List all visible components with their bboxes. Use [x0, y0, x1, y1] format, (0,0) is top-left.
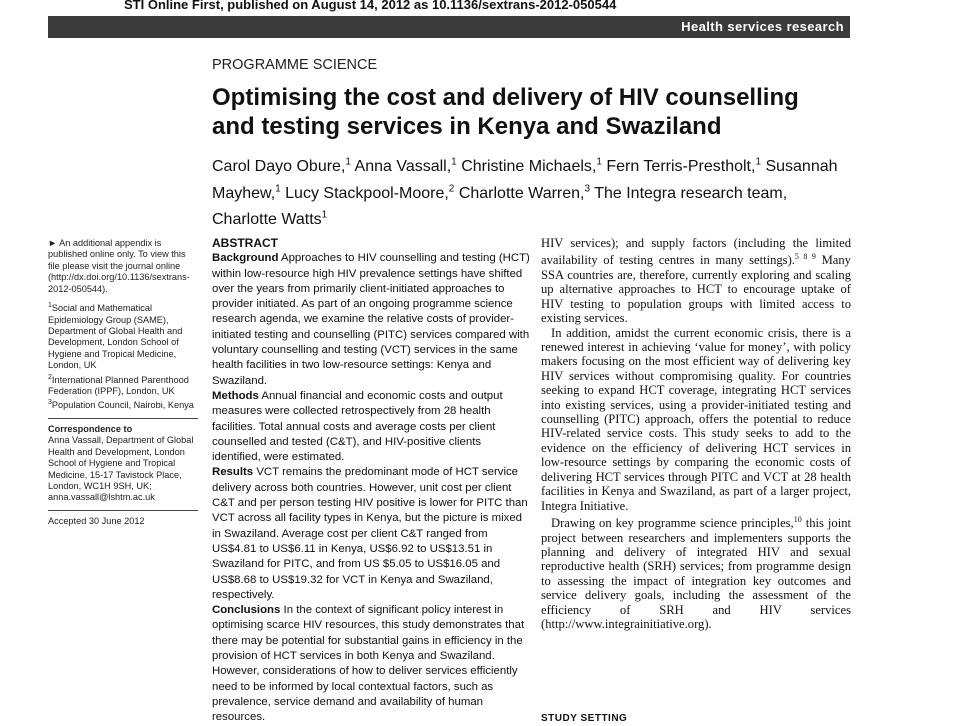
sidebar — [48, 238, 198, 527]
abstract — [212, 236, 530, 726]
top-banner — [90, 0, 850, 16]
abstract-heading: ABSTRACT — [212, 236, 278, 250]
affiliation: $^1$Social and Mathematical Epidemiology Group (SAME), Department of Global Health and Development, London School of Hygiene and Tropical Medicine, London, UK — [48, 302, 183, 371]
author: Charlotte Warren,$^3$ — [458, 183, 591, 202]
body-paragraph: HIV services); and supply factors (including the limited availability of testing centres in many settings).$^{5 8 9}$ Many SSA countries are, therefore, currently exploring and scaling up alternative approaches to HCT to encourage uptake of HIV testing to population groups with limited access to existing services. — [541, 236, 851, 326]
appendix-note: ► An additional appendix is published online only. To view this file please visit the journal online (http://dx.doi.org/10.1136/sextrans-2012-050544). — [48, 238, 190, 294]
section-bar — [48, 16, 850, 38]
next-section-heading: STUDY SETTING — [541, 713, 628, 724]
author: Lucy Stackpool-Moore,$^2$ — [285, 183, 455, 202]
author: The Integra research team, Charlotte Watts$^1$ — [212, 184, 788, 228]
abstract-results: Results VCT remains the predominant mode of HCT service delivery across both countries. However, unit cost per client C&T and per person testing HIV positive is lower for PITC than VCT across all facility types in Kenya, but the picture is mixed in Swaziland. Average cost per client C&T ranged from US$4.81 to US$6.11 in Kenya, US$6.92 to US$13.51 in Swaziland for PITC, and from US $5.05 to US$16.05 and US$8.68 to US$19.32 for VCT in Kenya and Swaziland, respectively. — [212, 466, 528, 601]
affiliation: $^2$International Planned Parenthood Federation (IPPF), London, UK — [48, 373, 189, 396]
affiliation: $^3$Population Council, Nairobi, Kenya — [48, 399, 194, 411]
abstract-background: Background Approaches to HIV counselling and testing (HCT) within low-resource high HIV prevalence settings have shifted over the years from primarily client-initiated approaches to provider initiated. As part of an ongoing programme science research agenda, we examine the relative costs of provider-initiated testing and counselling (PITC) services compared with voluntary counselling and testing (VCT) services in the same health facilities in two low-resource settings: Kenya and Swaziland. — [212, 252, 530, 387]
article-kicker: PROGRAMME SCIENCE — [212, 57, 378, 73]
author: Fern Terris-Prestholt,$^1$ — [606, 157, 761, 176]
body-paragraph: In addition, amidst the current economic crisis, there is a renewed interest in achieving ‘value for money’, with policy makers focusing on the most efficient way of delivering key HIV services without compromising quality. For countries seeking to expand HCT coverage, integrating HCT services into existing services, using a provider-initiated testing and counselling (PITC) approach, offers the potential to reduce HIV-related service costs. This study seeks to add to the evidence on the efficiency of delivering HCT services in low-resource settings by comparing the economic costs of delivering HCT services through PITC and VCT at 28 health facilities in Kenya and Swaziland, as part of a larger project, Integra Initiative. — [541, 325, 851, 513]
body-column — [541, 236, 851, 631]
author: Anna Vassall,$^1$ — [354, 157, 457, 176]
published-online-line: STI Online First, published on August 14, 2012 as 10.1136/sextrans-2012-050544 — [124, 0, 617, 12]
article-title: Optimising the cost and delivery of HIV counselling and testing services in Kenya and Swaziland — [212, 84, 799, 140]
divider — [48, 418, 198, 419]
author: Carol Dayo Obure,$^1$ — [212, 157, 351, 176]
author: Susannah Mayhew,$^1$ — [212, 158, 838, 202]
author: Christine Michaels,$^1$ — [461, 157, 602, 176]
abstract-methods: Methods Annual financial and economic costs and output measures were collected retrospectively from 28 health facilities. Total annual costs and average costs per client counselled and tested (C&T), and HIV-positive clients identified, were estimated. — [212, 389, 503, 464]
abstract-conclusions: Conclusions In the context of significant policy interest in optimising scarce HIV resources, this study demonstrates that there may be potential for substantial gains in efficiency in the provision of HCT services in both Kenya and Swaziland. However, considerations of how to deliver services efficiently need to be informed by local contextual factors, such as prevalence, service demand and availability of human resources. — [212, 604, 525, 724]
section-label: Health services research — [681, 19, 844, 34]
divider — [48, 510, 198, 511]
accepted-date: Accepted 30 June 2012 — [48, 515, 145, 526]
body-paragraph: Drawing on key programme science principles,$^{10}$ this joint project between researchers and implementers supports the planning and delivery of integrated HIV and sexual reproductive health (SRH) services; from programme design to assessing the impact of integration key outcomes and service delivery goals, including the assessment of the efficiency of SRH and HIV services (http://www.integrainitiative.org). — [541, 514, 851, 631]
correspondence-heading: Correspondence to — [48, 423, 133, 434]
correspondence-text: Anna Vassall, Department of Global Health and Development, London School of Hygiene and Tropical Medicine, 15-17 Tavistock Place, London, WC1H 9SH, UK; anna.vassall@lshtm.ac.uk — [48, 435, 194, 503]
author-list — [212, 152, 852, 231]
